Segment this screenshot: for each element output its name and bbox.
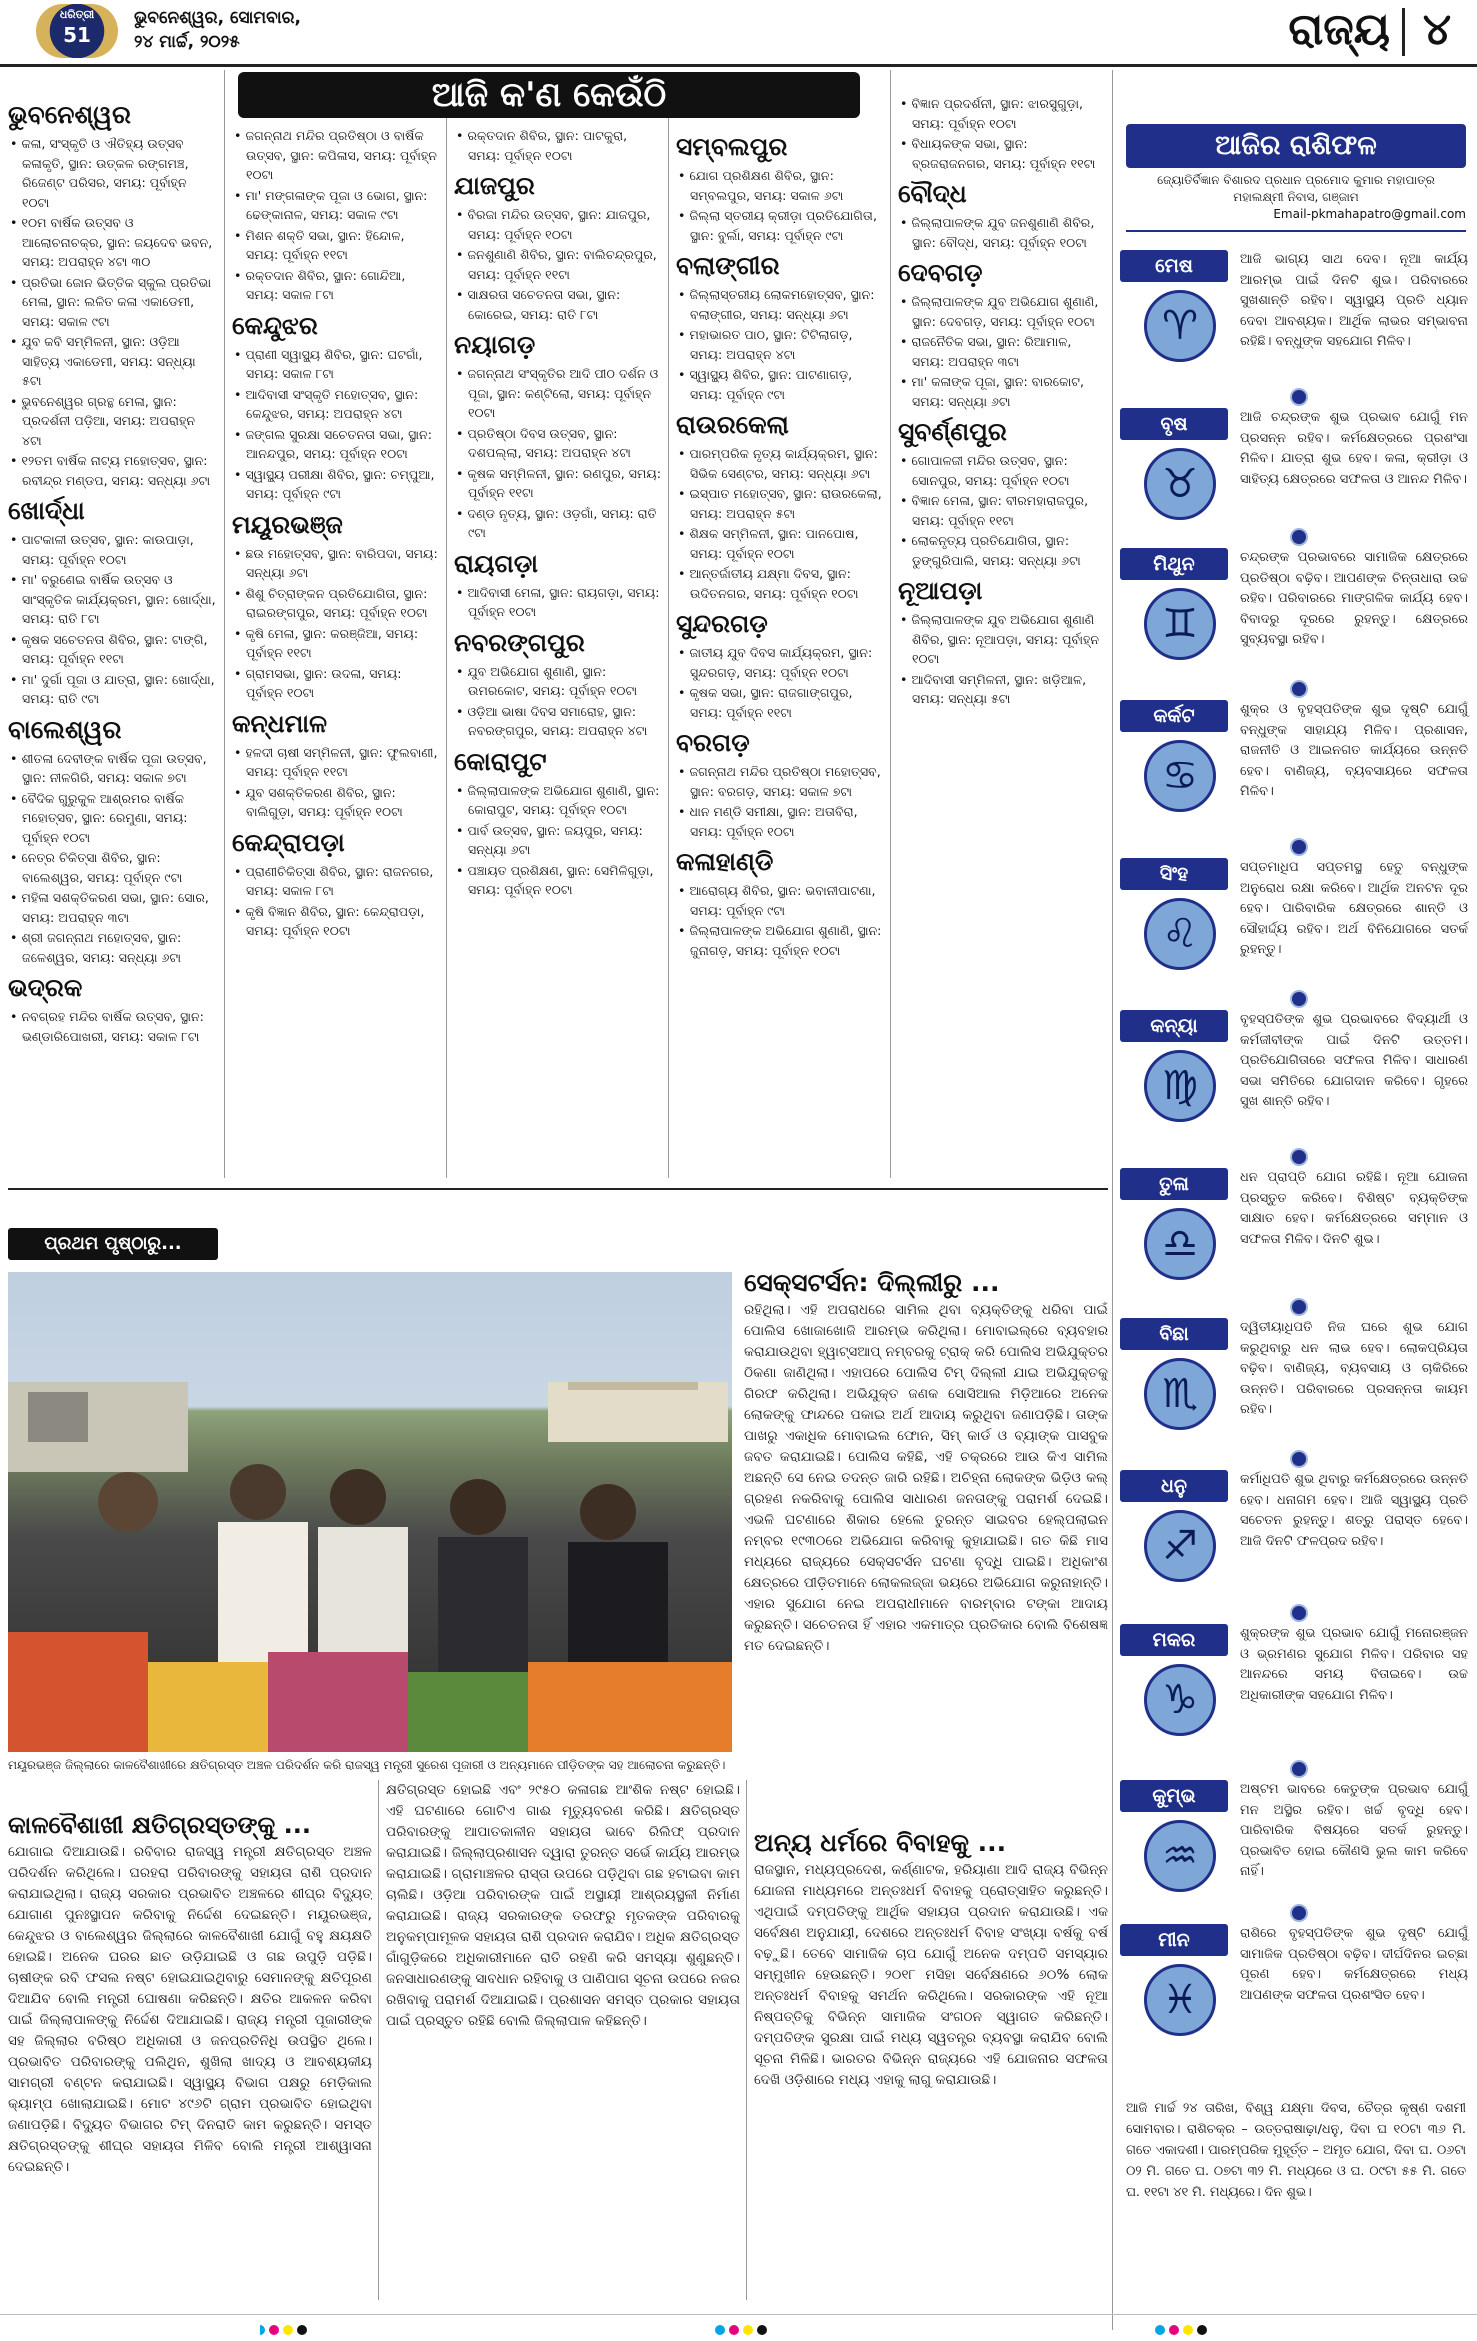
event-item: • ଜନଶୁଣାଣି ଶିବିର, ସ୍ଥାନ: ବାଲିଚନ୍ଦ୍ରପୁର, ସମୟ: ପୂର୍ବାହ୍ନ ୧୧ଟା [454, 245, 662, 284]
event-item: • ଯୁବ କବି ସମ୍ମିଳନୀ, ସ୍ଥାନ: ଓଡ଼ିଆ ସାହିତ୍ୟ ଏକାଡେମୀ, ସମୟ: ସନ୍ଧ୍ୟା ୫ଟା [8, 332, 216, 391]
zodiac-sign-icon: ♎ [1144, 1208, 1216, 1280]
events-column-5 [898, 94, 1106, 710]
rashi-name: ମିଥୁନ [1120, 548, 1228, 580]
events-column-3 [454, 126, 662, 901]
event-item: • ଜିଲ୍ଲାପାଳଙ୍କ ଅଭିଯୋଗ ଶୁଣାଣି, ସ୍ଥାନ: ଜୁନାଗଡ଼, ସମୟ: ପୂର୍ବାହ୍ନ ୧୦ଟା [676, 921, 884, 960]
zodiac-sign-icon: ♋ [1144, 740, 1216, 812]
district-heading: ନୟାଗଡ଼ [454, 330, 536, 359]
photo-crowd-illustration [8, 1272, 732, 1752]
front-page-label: ପ୍ରଥମ ପୃଷ୍ଠାରୁ... [8, 1228, 218, 1260]
news-photo [8, 1272, 732, 1752]
event-item: • ଯୁବ ଅଭିଯୋଗ ଶୁଣାଣି, ସ୍ଥାନ: ଉମରକୋଟ, ସମୟ: ପୂର୍ବାହ୍ନ ୧୦ଟା [454, 662, 662, 701]
event-item: • ରକ୍ତଦାନ ଶିବିର, ସ୍ଥାନ: ପାଟକୁରା, ସମୟ: ପୂର୍ବାହ୍ନ ୧୦ଟା [454, 126, 662, 165]
events-column-4 [676, 126, 884, 961]
rashi-block [1120, 1470, 1468, 1600]
rashi-prediction: ଆଜି ଭାଗ୍ୟ ସାଥ ଦେବ। ନୂଆ କାର୍ଯ୍ୟ ଆରମ୍ଭ ପାଇଁ ଦିନଟି ଶୁଭ। ପରିବାରରେ ସୁଖଶାନ୍ତି ରହିବ। ସ୍ୱାସ୍ଥ୍ୟ ପ୍ରତି ଧ୍ୟାନ ଦେବା ଆବଶ୍ୟକ। ଆର୍ଥିକ ଲାଭର ସମ୍ଭାବନା ରହିଛି। ବନ୍ଧୁଙ୍କ ସହଯୋଗ ମିଳିବ। [1240, 252, 1468, 349]
rashi-name: ଧନୁ [1120, 1470, 1228, 1502]
event-item: • ୧୦ମ ବାର୍ଷିକ ଉତ୍ସବ ଓ ଆଲୋଚନାଚକ୍ର, ସ୍ଥାନ: ଜୟଦେବ ଭବନ, ସମୟ: ଅପରାହ୍ନ ୪ଟା ୩୦ [8, 213, 216, 272]
district-heading: ଭଦ୍ରକ [8, 973, 83, 1002]
separator-dot [1290, 1904, 1308, 1922]
zodiac-sign-icon: ♈ [1144, 290, 1216, 362]
rashi-prediction: ସପ୍ତମାଧିପ ସପ୍ତମସ୍ଥ ହେତୁ ବନ୍ଧୁଙ୍କ ଅନୁରୋଧ ରକ୍ଷା କରିବେ। ଆର୍ଥିକ ଅନଟନ ଦୂର ହେବ। ପାରିବାରିକ କ୍ଷେତ୍ରରେ ଶାନ୍ତି ଓ ସୌହାର୍ଦ୍ଦ୍ୟ ରହିବ। ଅର୍ଥ ବିନିଯୋଗରେ ସତର୍କ ରୁହନ୍ତୁ। [1240, 860, 1468, 957]
zodiac-sign-icon: ♏ [1144, 1358, 1216, 1430]
zodiac-sign-icon: ♉ [1144, 448, 1216, 520]
rashi-name: ମକର [1120, 1624, 1228, 1656]
event-item: • ଓଡ଼ିଆ ଭାଷା ଦିବସ ସମାରୋହ, ସ୍ଥାନ: ନବରଙ୍ଗପୁର, ସମୟ: ଅପରାହ୍ନ ୪ଟା [454, 702, 662, 741]
event-item: • ବିଧାୟକଙ୍କ ସଭା, ସ୍ଥାନ: ବ୍ରଜରାଜନଗର, ସମୟ: ପୂର୍ବାହ୍ନ ୧୧ଟା [898, 134, 1106, 173]
event-item: • କୃଷି ମେଳା, ସ୍ଥାନ: କରଞ୍ଜିଆ, ସମୟ: ପୂର୍ବାହ୍ନ ୧୧ଟା [232, 624, 440, 663]
event-item: • ନବଗ୍ରହ ମନ୍ଦିର ବାର୍ଷିକ ଉତ୍ସବ, ସ୍ଥାନ: ଭଣ୍ଡାରିପୋଖରୀ, ସମୟ: ସକାଳ ୮ଟା [8, 1007, 216, 1046]
event-item: • ଶୀତଳା ଦେବୀଙ୍କ ବାର୍ଷିକ ପୂଜା ଉତ୍ସବ, ସ୍ଥାନ: ନୀଳଗିରି, ସମୟ: ସକାଳ ୭ଟା [8, 749, 216, 788]
sextortion-body: ରହିଥିଲା। ଏହି ଅପରାଧରେ ସାମିଲ ଥିବା ବ୍ୟକ୍ତିଙ୍କୁ ଧରିବା ପାଇଁ ପୋଲିସ ଖୋଜାଖୋଜି ଆରମ୍ଭ କରିଥିଲା। ମୋବାଇଲ୍‌ରେ ବ୍ୟବହାର କରାଯାଉଥିବା ହ୍ୱାଟ୍‌ସଆପ୍ ନମ୍ବରକୁ ଟ୍ରାକ୍ କରି ପୋଲିସ ଅଭିଯୁକ୍ତର ଠିକଣା ଜାଣିଥିଲା। ଏହାପରେ ପୋଲିସ ଟିମ୍ ଦିଲ୍ଲୀ ଯାଇ ଅଭିଯୁକ୍ତକୁ ଗିରଫ କରିଥିଲା। ଅଭିଯୁକ୍ତ ଜଣକ ସୋସିଆଲ ମିଡ଼ିଆରେ ଅନେକ ଲୋକଙ୍କୁ ଫାନ୍ଦରେ ପକାଇ ଅର୍ଥ ଆଦାୟ କରୁଥିବା ଜଣାପଡ଼ିଛି। ତାଙ୍କ ପାଖରୁ ଏକାଧିକ ମୋବାଇଲ ଫୋନ, ସିମ୍ କାର୍ଡ ଓ ବ୍ୟାଙ୍କ ପାସବୁକ ଜବତ କରାଯାଇଛି। ପୋଲିସ କହିଛି, ଏହି ଚକ୍ରରେ ଆଉ କିଏ ସାମିଲ ଅଛନ୍ତି ସେ ନେଇ ତଦନ୍ତ ଜାରି ରହିଛି। ଅଚିହ୍ନା ଲୋକଙ୍କ ଭିଡ଼ିଓ କଲ୍ ଗ୍ରହଣ ନକରିବାକୁ ପୋଲିସ ସାଧାରଣ ଜନତାଙ୍କୁ ପରାମର୍ଶ ଦେଇଛି। ଏଭଳି ଘଟଣାରେ ଶିକାର ହେଲେ ତୁରନ୍ତ ସାଇବର ହେଲ୍ପଲାଇନ ନମ୍ବର ୧୯୩୦ରେ ଅଭିଯୋଗ କରିବାକୁ କୁହାଯାଇଛି। ଗତ କିଛି ମାସ ମଧ୍ୟରେ ରାଜ୍ୟରେ ସେକ୍ସଟର୍ସନ ଘଟଣା ବୃଦ୍ଧି ପାଇଛି। ଅଧିକାଂଶ କ୍ଷେତ୍ରରେ ପୀଡ଼ିତମାନେ ଲୋକଲଜ୍ଜା ଭୟରେ ଅଭିଯୋଗ କରୁନାହାନ୍ତି। ଏହାର ସୁଯୋଗ ନେଇ ଅପରାଧୀମାନେ ବାରମ୍ବାର ଟଙ୍କା ଆଦାୟ କରୁଛନ୍ତି। ସଚେତନତା ହିଁ ଏହାର ଏକମାତ୍ର ପ୍ରତିକାର ବୋଲି ବିଶେଷଜ୍ଞ ମତ ଦେଇଛନ୍ତି। [744, 1302, 1108, 1654]
event-item: • ଜଗନ୍ନାଥ ମନ୍ଦିର ପ୍ରତିଷ୍ଠା ଓ ବାର୍ଷିକ ଉତ୍ସବ, ସ୍ଥାନ: କପିଳାସ, ସମୟ: ପୂର୍ବାହ୍ନ ୧୦ଟା [232, 126, 440, 185]
panjika-text: ଆଜି ମାର୍ଚ୍ଚ ୨୪ ତାରିଖ, ବିଶ୍ୱ ଯକ୍ଷ୍ମା ଦିବସ, ଚୈତ୍ର କୃଷ୍ଣ ଦଶମୀ ସୋମବାର। ରାଶିଚକ୍ର – ଉତ୍ତରାଷାଢ଼ା/ଧନୁ, ଦିବା ଘ ୧୦ଟା ୩୬ ମି. ଗତେ ଏକାଦଶୀ। ପାରମ୍ପରିକ ମୁହୂର୍ତ୍ତ – ଅମୃତ ଯୋଗ, ଦିବା ଘ. ୦୬ଟା ୦୨ ମି. ଗତେ ଘ. ୦୭ଟା ୩୨ ମି. ମଧ୍ୟରେ ଓ ଘ. ୦୯ଟା ୫୫ ମି. ଗତେ ଘ. ୧୧ଟା ୪୧ ମି. ମଧ୍ୟରେ। ଦିନ ଶୁଭ। [1126, 2101, 1466, 2200]
zodiac-sign-icon: ♌ [1144, 898, 1216, 970]
rashi-name: ବିଛା [1120, 1318, 1228, 1350]
zodiac-sign-icon: ♍ [1144, 1050, 1216, 1122]
event-item: • ଆନ୍ତର୍ଜାତୀୟ ଯକ୍ଷ୍ମା ଦିବସ, ସ୍ଥାନ: ଉଦିତନଗର, ସମୟ: ପୂର୍ବାହ୍ନ ୧୦ଟା [676, 564, 884, 603]
event-item: • ସାକ୍ଷରତା ସଚେତନତା ସଭା, ସ୍ଥାନ: କୋରେଇ, ସମୟ: ରାତି ୮ଟା [454, 285, 662, 324]
events-banner: ଆଜି କ'ଣ କେଉଁଠି [238, 72, 860, 118]
event-item: • ଜିଲ୍ଲାପାଳଙ୍କ ଯୁବ ଅଭିଯୋଗ ଶୁଣାଣି, ସ୍ଥାନ: ଦେବଗଡ଼, ସମୟ: ପୂର୍ବାହ୍ନ ୧୦ଟା [898, 292, 1106, 331]
rashi-prediction: ଶୁକ୍ରଙ୍କ ଶୁଭ ପ୍ରଭାବ ଯୋଗୁଁ ମନୋରଞ୍ଜନ ଓ ଭ୍ରମଣର ସୁଯୋଗ ମିଳିବ। ପରିବାର ସହ ଆନନ୍ଦରେ ସମୟ ବିତାଇବେ। ଉଚ୍ଚ ଅଧିକାରୀଙ୍କ ସହଯୋଗ ମିଳିବ। [1240, 1626, 1468, 1703]
panjika [1126, 2098, 1466, 2203]
event-item: • ଯୁବ ସଶକ୍ତିକରଣ ଶିବିର, ସ୍ଥାନ: ବାଲିଗୁଡ଼ା, ସମୟ: ପୂର୍ବାହ୍ନ ୧୦ଟା [232, 783, 440, 822]
title-divider [1402, 8, 1405, 56]
district-heading: ରାଉରକେଲା [676, 410, 789, 439]
rashi-prediction: ବୃହସ୍ପତିଙ୍କ ଶୁଭ ପ୍ରଭାବରେ ବିଦ୍ୟାର୍ଥୀ ଓ କର୍ମଜୀବୀଙ୍କ ପାଇଁ ଦିନଟି ଉତ୍ତମ। ପ୍ରତିଯୋଗିତାରେ ସଫଳତା ମିଳିବ। ସାଧାରଣ ସଭା ସମିତିରେ ଯୋଗଦାନ କରିବେ। ଗୃହରେ ସୁଖ ଶାନ୍ତି ରହିବ। [1240, 1012, 1468, 1109]
event-item: • ମା' ମଙ୍ଗଳାଙ୍କ ପୂଜା ଓ ଭୋଗ, ସ୍ଥାନ: ଢେଙ୍କାନାଳ, ସମୟ: ସକାଳ ୯ଟା [232, 186, 440, 225]
event-item: • ସ୍ୱାସ୍ଥ୍ୟ ପରୀକ୍ଷା ଶିବିର, ସ୍ଥାନ: ଚମ୍ପୁଆ, ସମୟ: ପୂର୍ବାହ୍ନ ୯ଟା [232, 465, 440, 504]
separator-dot [1290, 1604, 1308, 1622]
district-heading: ରାୟଗଡ଼ା [454, 548, 538, 578]
events-column-2 [232, 126, 440, 942]
event-item: • କୃଷକ ସଭା, ସ୍ଥାନ: ରାଜଗାଙ୍ଗପୁର, ସମୟ: ପୂର୍ବାହ୍ନ ୧୧ଟା [676, 683, 884, 722]
separator-dot [1290, 1148, 1308, 1166]
event-item: • ପାଟକାଳୀ ଉତ୍ସବ, ସ୍ଥାନ: କାଉପାଡ଼ା, ସମୟ: ପୂର୍ବାହ୍ନ ୧୦ଟା [8, 530, 216, 569]
anniversary-logo [36, 4, 118, 58]
rashi-prediction: ଚନ୍ଦ୍ରଙ୍କ ପ୍ରଭାବରେ ସାମାଜିକ କ୍ଷେତ୍ରରେ ପ୍ରତିଷ୍ଠା ବଢ଼ିବ। ଆପଣଙ୍କ ଚିନ୍ତାଧାରା ଉଚ୍ଚ ରହିବ। ପରିବାରରେ ମାଙ୍ଗଳିକ କାର୍ଯ୍ୟ ହେବ। ବିବାଦରୁ ଦୂରରେ ରୁହନ୍ତୁ। କ୍ଷେତ୍ରରେ ସୁବ୍ୟବସ୍ଥା ରହିବ। [1240, 550, 1468, 647]
district-heading: ବରଗଡ଼ [676, 728, 750, 757]
event-item: • ନେତ୍ର ଚିକିତ୍ସା ଶିବିର, ସ୍ଥାନ: ବାଲେଶ୍ୱର, ସମୟ: ପୂର୍ବାହ୍ନ ୯ଟା [8, 848, 216, 887]
rashi-name: ତୁଳା [1120, 1168, 1228, 1200]
event-item: • ବିଜ୍ଞାନ ମେଳା, ସ୍ଥାନ: ବୀରମହାରାଜପୁର, ସମୟ: ପୂର୍ବାହ୍ନ ୧୧ଟା [898, 491, 1106, 530]
event-item: • ହଳଦୀ ଚାଷୀ ସମ୍ମିଳନୀ, ସ୍ଥାନ: ଫୁଲବାଣୀ, ସମୟ: ପୂର୍ବାହ୍ନ ୧୧ଟା [232, 743, 440, 782]
footer-rule [0, 2314, 1477, 2315]
district-heading: ମୟୂରଭଞ୍ଜ [232, 509, 343, 539]
rashi-name: କର୍କଟ [1120, 700, 1228, 732]
rashi-name: କନ୍ୟା [1120, 1010, 1228, 1042]
event-item: • ଜିଲ୍ଲାପାଳଙ୍କ ଅଭିଯୋଗ ଶୁଣାଣି, ସ୍ଥାନ: କୋରାପୁଟ, ସମୟ: ପୂର୍ବାହ୍ନ ୧୦ଟା [454, 781, 662, 820]
event-item: • ବିରଜା ମନ୍ଦିର ଉତ୍ସବ, ସ୍ଥାନ: ଯାଜପୁର, ସମୟ: ପୂର୍ବାହ୍ନ ୧୦ଟା [454, 205, 662, 244]
rashi-prediction: ଦ୍ୱିତୀୟାଧିପତି ନିଜ ଘରେ ଶୁଭ ଯୋଗ କରୁଥିବାରୁ ଧନ ଲାଭ ହେବ। ଲୋକପ୍ରିୟତା ବଢ଼ିବ। ବାଣିଜ୍ୟ, ବ୍ୟବସାୟ ଓ ଚାକିରିରେ ଉନ୍ନତି। ପରିବାରରେ ପ୍ରସନ୍ନତା କାୟମ ରହିବ। [1240, 1320, 1468, 1417]
event-item: • କଳା, ସଂସ୍କୃତି ଓ ଐତିହ୍ୟ ଉତ୍ସବ କଳାକୃତି, ସ୍ଥାନ: ଉତ୍କଳ ରଙ୍ଗମଞ୍ଚ, ରିଜେଣ୍ଟ ପରିସର, ସମୟ: ପୂର୍ବାହ୍ନ ୧୦ଟା [8, 134, 216, 212]
rashi-block [1120, 548, 1468, 678]
event-item: • ବୈଦିକ ଗୁରୁକୁଳ ଆଶ୍ରମର ବାର୍ଷିକ ମହୋତ୍ସବ, ସ୍ଥାନ: ରେମୁଣା, ସମୟ: ପୂର୍ବାହ୍ନ ୧୦ଟା [8, 789, 216, 848]
rashi-block [1120, 408, 1468, 538]
district-heading: ନୂଆପଡ଼ା [898, 576, 983, 605]
event-item: • ଶିଶୁ ଚିତ୍ରାଙ୍କନ ପ୍ରତିଯୋଗିତା, ସ୍ଥାନ: ରାଇରଙ୍ଗପୁର, ସମୟ: ପୂର୍ବାହ୍ନ ୧୦ଟା [232, 584, 440, 623]
event-item: • ମିଶନ ଶକ୍ତି ସଭା, ସ୍ଥାନ: ହିନ୍ଦୋଳ, ସମୟ: ପୂର୍ବାହ୍ନ ୧୧ଟା [232, 226, 440, 265]
district-heading: ଯାଜପୁର [454, 171, 535, 200]
zodiac-sign-icon: ♓ [1144, 1964, 1216, 2036]
rashi-name: ବୃଷ [1120, 408, 1228, 440]
event-item: • ଜାତୀୟ ଯୁବ ଦିବସ କାର୍ଯ୍ୟକ୍ରମ, ସ୍ଥାନ: ସୁନ୍ଦରଗଡ଼, ସମୟ: ପୂର୍ବାହ୍ନ ୧୦ଟା [676, 643, 884, 682]
masthead [0, 0, 1477, 67]
separator-dot [1290, 1760, 1308, 1778]
logo-text: ଧରିତ୍ରୀ [59, 8, 95, 21]
dateline-date: ୨୪ ମାର୍ଚ୍ଚ, ୨୦୨୫ [134, 32, 240, 52]
district-heading: କେନ୍ଦ୍ରାପଡ଼ା [232, 827, 345, 857]
storm-body: ଯୋଗାଇ ଦିଆଯାଉଛି। ରବିବାର ରାଜସ୍ୱ ମନ୍ତ୍ରୀ କ୍ଷତିଗ୍ରସ୍ତ ଅଞ୍ଚଳ ପରିଦର୍ଶନ କରିଥିଲେ। ଘରହରା ପରିବାରଙ୍କୁ ସହାୟତା ରାଶି ପ୍ରଦାନ କରାଯାଇଥିଲା। ରାଜ୍ୟ ସରକାର ପ୍ରଭାବିତ ଅଞ୍ଚଳରେ ଶୀଘ୍ର ବିଦ୍ୟୁତ୍ ଯୋଗାଣ ପୁନଃସ୍ଥାପନ କରିବାକୁ ନିର୍ଦ୍ଦେଶ ଦେଇଛନ୍ତି। ମୟୂରଭଞ୍ଜ, କେନ୍ଦୁଝର ଓ ବାଲେଶ୍ୱର ଜିଲ୍ଲାରେ କାଳବୈଶାଖୀ ଯୋଗୁଁ ବହୁ କ୍ଷୟକ୍ଷତି ହୋଇଛି। ଅନେକ ଘରର ଛାତ ଉଡ଼ିଯାଇଛି ଓ ଗଛ ଉପୁଡ଼ି ପଡ଼ିଛି। ଚାଷୀଙ୍କ ରବି ଫସଲ ନଷ୍ଟ ହୋଇଯାଇଥିବାରୁ ସେମାନଙ୍କୁ କ୍ଷତିପୂରଣ ଦିଆଯିବ ବୋଲି ମନ୍ତ୍ରୀ ଘୋଷଣା କରିଛନ୍ତି। କ୍ଷତିର ଆକଳନ କରିବା ପାଇଁ ଜିଲ୍ଲାପାଳଙ୍କୁ ନିର୍ଦ୍ଦେଶ ଦିଆଯାଇଛି। ରାଜ୍ୟ ମନ୍ତ୍ରୀ ପୂଜାରୀଙ୍କ ସହ ଜିଲ୍ଲାର ବରିଷ୍ଠ ଅଧିକାରୀ ଓ ଜନପ୍ରତିନିଧି ଉପସ୍ଥିତ ଥିଲେ। ପ୍ରଭାବିତ ପରିବାରଙ୍କୁ ପଲିଥିନ, ଶୁଖିଲା ଖାଦ୍ୟ ଓ ଆବଶ୍ୟକୀୟ ସାମଗ୍ରୀ ବଣ୍ଟନ କରାଯାଇଛି। ସ୍ୱାସ୍ଥ୍ୟ ବିଭାଗ ପକ୍ଷରୁ ମେଡ଼ିକାଲ କ୍ୟାମ୍ପ ଖୋଲାଯାଇଛି। ମୋଟ ୪୯୬ଟି ଗ୍ରାମ ପ୍ରଭାବିତ ହୋଇଥିବା ଜଣାପଡ଼ିଛି। ବିଦ୍ୟୁତ ବିଭାଗର ଟିମ୍ ଦିନରାତି କାମ କରୁଛନ୍ତି। ସମସ୍ତ କ୍ଷତିଗ୍ରସ୍ତଙ୍କୁ ଶୀଘ୍ର ସହାୟତା ମିଳିବ ବୋଲି ମନ୍ତ୍ରୀ ଆଶ୍ୱାସନା ଦେଇଛନ୍ତି। [8, 1844, 372, 2175]
rashifal-rule [1126, 230, 1466, 232]
rashi-prediction: ଅଷ୍ଟମ ଭାବରେ କେତୁଙ୍କ ପ୍ରଭାବ ଯୋଗୁଁ ମନ ଅସ୍ଥିର ରହିବ। ଖର୍ଚ୍ଚ ବୃଦ୍ଧି ହେବ। ପାରିବାରିକ ବିଷୟରେ ସତର୍କ ରୁହନ୍ତୁ। ପ୍ରଭାବିତ ହୋଇ କୌଣସି ଭୁଲ କାମ କରିବେ ନାହିଁ। [1240, 1782, 1468, 1879]
district-heading: ଦେବଗଡ଼ [898, 258, 983, 287]
district-heading: କନ୍ଧମାଳ [232, 708, 328, 738]
rashi-block [1120, 1924, 1468, 2054]
district-heading: କେନ୍ଦୁଝର [232, 310, 318, 340]
color-registration-marks [260, 2322, 1220, 2341]
event-item: • ଦଣ୍ଡ ନୃତ୍ୟ, ସ୍ଥାନ: ଓଡ଼ଗାଁ, ସମୟ: ରାତି ୯ଟା [454, 504, 662, 543]
section-title: ରାଜ୍ୟ [1288, 4, 1390, 55]
event-item: • ଧାନ ମଣ୍ଡି ସମୀକ୍ଷା, ସ୍ଥାନ: ଅତାବିରା, ସମୟ: ପୂର୍ବାହ୍ନ ୧୦ଟା [676, 802, 884, 841]
event-item: • ଗୋପାଳଜୀ ମନ୍ଦିର ଉତ୍ସବ, ସ୍ଥାନ: ସୋନପୁର, ସମୟ: ପୂର୍ବାହ୍ନ ୧୦ଟା [898, 451, 1106, 490]
event-item: • ଜଗନ୍ନାଥ ମନ୍ଦିର ପ୍ରତିଷ୍ଠା ମହୋତ୍ସବ, ସ୍ଥାନ: ବରଗଡ଼, ସମୟ: ସକାଳ ୭ଟା [676, 762, 884, 801]
rashi-block [1120, 1010, 1468, 1140]
event-item: • ଗ୍ରାମସଭା, ସ୍ଥାନ: ଉଦଳା, ସମୟ: ପୂର୍ବାହ୍ନ ୧୦ଟା [232, 664, 440, 703]
event-item: • ଜିଲ୍ଲାପାଳଙ୍କ ଯୁବ ଜନଶୁଣାଣି ଶିବିର, ସ୍ଥାନ: ବୌଦ୍ଧ, ସମୟ: ପୂର୍ବାହ୍ନ ୧୦ଟା [898, 213, 1106, 252]
district-heading: ସୁବର୍ଣ୍ଣପୁର [898, 417, 1007, 446]
interfaith-headline: ଅନ୍ୟ ଧର୍ମରେ ବିବାହକୁ ... [754, 1828, 1007, 1857]
rashi-prediction: ରାଶିରେ ବୃହସ୍ପତିଙ୍କ ଶୁଭ ଦୃଷ୍ଟି ଯୋଗୁଁ ସାମାଜିକ ପ୍ରତିଷ୍ଠା ବଢ଼ିବ। ଦୀର୍ଘଦିନର ଇଚ୍ଛା ପୂରଣ ହେବ। କର୍ମକ୍ଷେତ୍ରରେ ମଧ୍ୟ ଆପଣଙ୍କ ସଫଳତା ପ୍ରଶଂସିତ ହେବ। [1240, 1926, 1468, 2003]
storm-article [8, 1808, 372, 2326]
event-item: • ପାର୍ବ ଉତ୍ସବ, ସ୍ଥାନ: ଜୟପୁର, ସମୟ: ସନ୍ଧ୍ୟା ୬ଟା [454, 821, 662, 860]
separator-dot [1290, 680, 1308, 698]
event-item: • ମା' ଦୁର୍ଗା ପୂଜା ଓ ଯାତ୍ରା, ସ୍ଥାନ: ଖୋର୍ଦ୍ଧା, ସମୟ: ରାତି ୯ଟା [8, 670, 216, 709]
rashi-block [1120, 1168, 1468, 1298]
rashi-block [1120, 1780, 1468, 1910]
event-item: • ରାଜନୈତିକ ସଭା, ସ୍ଥାନ: ରିଆମାଳ, ସମୟ: ଅପରାହ୍ନ ୩ଟା [898, 332, 1106, 371]
district-heading: ସୁନ୍ଦରଗଡ଼ [676, 609, 768, 638]
zodiac-sign-icon: ♐ [1144, 1510, 1216, 1582]
rashi-block [1120, 1624, 1468, 1754]
event-item: • ଇସ୍ପାତ ମହୋତ୍ସବ, ସ୍ଥାନ: ରାଉରକେଲା, ସମୟ: ଅପରାହ୍ନ ୫ଟା [676, 484, 884, 523]
event-item: • ପ୍ରାଣୀ ସ୍ୱାସ୍ଥ୍ୟ ଶିବିର, ସ୍ଥାନ: ଘଟଗାଁ, ସମୟ: ସକାଳ ୮ଟା [232, 345, 440, 384]
events-column-1 [8, 94, 216, 1047]
district-heading: ବୌଦ୍ଧ [898, 179, 967, 208]
event-item: • ଆଦିବାସୀ ସମ୍ମିଳନୀ, ସ୍ଥାନ: ଖଡ଼ିଆଳ, ସମୟ: ସନ୍ଧ୍ୟା ୫ଟା [898, 670, 1106, 709]
event-item: • ମା' କଳାଙ୍କ ପୂଜା, ସ୍ଥାନ: ବାରକୋଟ, ସମୟ: ସନ୍ଧ୍ୟା ୬ଟା [898, 372, 1106, 411]
interfaith-article [754, 1826, 1108, 2296]
event-item: • କୃଷି ବିଜ୍ଞାନ ଶିବିର, ସ୍ଥାନ: କେନ୍ଦ୍ରାପଡ଼ା, ସମୟ: ପୂର୍ବାହ୍ନ ୧୦ଟା [232, 902, 440, 941]
rashi-block [1120, 250, 1468, 380]
separator-dot [1290, 528, 1308, 546]
event-item: • ଲୋକନୃତ୍ୟ ପ୍ରତିଯୋଗିତା, ସ୍ଥାନ: ଡୁଙ୍ଗୁରିପାଲି, ସମୟ: ସନ୍ଧ୍ୟା ୬ଟା [898, 531, 1106, 570]
event-item: • ଆଦିବାସୀ ମେଳା, ସ୍ଥାନ: ରାୟଗଡ଼ା, ସମୟ: ପୂର୍ବାହ୍ନ ୧୦ଟା [454, 583, 662, 622]
separator-dot [1290, 1450, 1308, 1468]
district-heading: ଖୋର୍ଦ୍ଧା [8, 496, 85, 525]
section-rule [8, 1188, 1108, 1190]
sextortion-headline: ସେକ୍ସଟର୍ସନ: ଦିଲ୍ଲୀରୁ ... [744, 1268, 1000, 1297]
event-item: • କୃଷକ ସଚେତନତା ଶିବିର, ସ୍ଥାନ: ଟାଙ୍ଗି, ସମୟ: ପୂର୍ବାହ୍ନ ୧୧ଟା [8, 630, 216, 669]
event-item: • ଜିଲ୍ଲାପାଳଙ୍କ ଯୁବ ଅଭିଯୋଗ ଶୁଣାଣି ଶିବିର, ସ୍ଥାନ: ନୂଆପଡ଼ା, ସମୟ: ପୂର୍ବାହ୍ନ ୧୦ଟା [898, 610, 1106, 669]
event-item: • ଭୁବନେଶ୍ୱର ଗ୍ରନ୍ଥ ମେଳା, ସ୍ଥାନ: ପ୍ରଦର୍ଶନୀ ପଡ଼ିଆ, ସମୟ: ଅପରାହ୍ନ ୪ଟା [8, 392, 216, 451]
separator-dot [1290, 388, 1308, 406]
interfaith-body: ରାଜସ୍ଥାନ, ମଧ୍ୟପ୍ରଦେଶ, କର୍ଣ୍ଣାଟକ, ହରିୟାଣା ଆଦି ରାଜ୍ୟ ବିଭିନ୍ନ ଯୋଜନା ମାଧ୍ୟମରେ ଅନ୍ତଃଧର୍ମ ବିବାହକୁ ପ୍ରୋତ୍ସାହିତ କରୁଛନ୍ତି। ଏଥିପାଇଁ ଦମ୍ପତିଙ୍କୁ ଆର୍ଥିକ ସହାୟତା ପ୍ରଦାନ କରାଯାଉଛି। ଏକ ସର୍ବେକ୍ଷଣ ଅନୁଯାୟୀ, ଦେଶରେ ଅନ୍ତଃଧର୍ମ ବିବାହ ସଂଖ୍ୟା ବର୍ଷକୁ ବର୍ଷ ବଢ଼ୁଛି। ତେବେ ସାମାଜିକ ଚାପ ଯୋଗୁଁ ଅନେକ ଦମ୍ପତି ସମସ୍ୟାର ସମ୍ମୁଖୀନ ହେଉଛନ୍ତି। ୨୦୧୮ ମସିହା ସର୍ବେକ୍ଷଣରେ ୬୦% ଲୋକ ଅନ୍ତଃଧର୍ମ ବିବାହକୁ ସମର୍ଥନ କରିଥିଲେ। ସରକାରଙ୍କ ଏହି ନୂଆ ନିଷ୍ପତ୍ତିକୁ ବିଭିନ୍ନ ସାମାଜିକ ସଂଗଠନ ସ୍ୱାଗତ କରିଛନ୍ତି। ଦମ୍ପତିଙ୍କ ସୁରକ୍ଷା ପାଇଁ ମଧ୍ୟ ସ୍ୱତନ୍ତ୍ର ବ୍ୟବସ୍ଥା କରାଯିବ ବୋଲି ସୂଚନା ମିଳିଛି। ଭାରତର ବିଭିନ୍ନ ରାଜ୍ୟରେ ଏହି ଯୋଜନାର ସଫଳତା ଦେଖି ଓଡ଼ିଶାରେ ମଧ୍ୟ ଏହାକୁ ଲାଗୁ କରାଯାଉଛି। [754, 1862, 1108, 2088]
logo-years: 51 [63, 23, 91, 47]
event-item: • ୧୨ତମ ବାର୍ଷିକ ନାଟ୍ୟ ମହୋତ୍ସବ, ସ୍ଥାନ: ରବୀନ୍ଦ୍ର ମଣ୍ଡପ, ସମୟ: ସନ୍ଧ୍ୟା ୬ଟା [8, 451, 216, 490]
event-item: • ପ୍ରତିଭା ଜୋନ ଭିତ୍ତିକ ସ୍କୁଲ ପ୍ରତିଭା ମେଳା, ସ୍ଥାନ: ଲଳିତ କଳା ଏକାଡେମୀ, ସମୟ: ସକାଳ ୯ଟା [8, 273, 216, 332]
district-heading: କୋରାପୁଟ [454, 746, 547, 776]
registration-dots [260, 2323, 1220, 2337]
zodiac-sign-icon: ♑ [1144, 1664, 1216, 1736]
event-item: • ଶ୍ରୀ ଜଗନ୍ନାଥ ମହୋତ୍ସବ, ସ୍ଥାନ: ଜଳେଶ୍ୱର, ସମୟ: ସନ୍ଧ୍ୟା ୬ଟା [8, 928, 216, 967]
event-item: • ଛଉ ମହୋତ୍ସବ, ସ୍ଥାନ: ବାରିପଦା, ସମୟ: ସନ୍ଧ୍ୟା ୬ଟା [232, 544, 440, 583]
district-heading: ବଲାଙ୍ଗୀର [676, 251, 780, 280]
photo-caption: ମୟୂରଭଞ୍ଜ ଜିଲ୍ଲାରେ କାଳବୈଶାଖୀରେ କ୍ଷତିଗ୍ରସ୍ତ ଅଞ୍ଚଳ ପରିଦର୍ଶନ କରି ରାଜସ୍ୱ ମନ୍ତ୍ରୀ ସୁରେଶ ପୂଜାରୀ ଓ ଅନ୍ୟମାନେ ପୀଡ଼ିତଙ୍କ ସହ ଆଲୋଚନା କରୁଛନ୍ତି। [8, 1758, 726, 1772]
rashi-block [1120, 858, 1468, 988]
district-heading: କଳାହାଣ୍ଡି [676, 847, 774, 876]
event-item: • ପାରମ୍ପରିକ ନୃତ୍ୟ କାର୍ଯ୍ୟକ୍ରମ, ସ୍ଥାନ: ସିଭିକ ସେଣ୍ଟର, ସମୟ: ସନ୍ଧ୍ୟା ୬ଟା [676, 444, 884, 483]
district-heading: ବାଲେଶ୍ୱର [8, 714, 122, 744]
event-item: • ସ୍ୱାସ୍ଥ୍ୟ ଶିବିର, ସ୍ଥାନ: ପାଟଣାଗଡ଼, ସମୟ: ପୂର୍ବାହ୍ନ ୯ଟା [676, 365, 884, 404]
event-item: • ଜଙ୍ଗଲ ସୁରକ୍ଷା ସଚେତନତା ସଭା, ସ୍ଥାନ: ଆନନ୍ଦପୁର, ସମୟ: ପୂର୍ବାହ୍ନ ୧୦ଟା [232, 425, 440, 464]
event-item: • ପଞ୍ଚାୟତ ପ୍ରଶିକ୍ଷଣ, ସ୍ଥାନ: ସେମିଳିଗୁଡ଼ା, ସମୟ: ପୂର୍ବାହ୍ନ ୧୦ଟା [454, 861, 662, 900]
page-number: ୪ [1422, 4, 1452, 55]
dateline-city: ଭୁବନେଶ୍ୱର, ସୋମବାର, [134, 8, 301, 28]
rashifal-credits [1126, 172, 1466, 223]
zodiac-sign-icon: ♒ [1144, 1820, 1216, 1892]
rashi-block [1120, 1318, 1468, 1448]
event-item: • ଆଦିବାସୀ ସଂସ୍କୃତି ମହୋତ୍ସବ, ସ୍ଥାନ: କେନ୍ଦୁଝର, ସମୟ: ଅପରାହ୍ନ ୪ଟା [232, 385, 440, 424]
rashi-name: କୁମ୍ଭ [1120, 1780, 1228, 1812]
rashi-prediction: ଆଜି ଚନ୍ଦ୍ରଙ୍କ ଶୁଭ ପ୍ରଭାବ ଯୋଗୁଁ ମନ ପ୍ରସନ୍ନ ରହିବ। କର୍ମକ୍ଷେତ୍ରରେ ପ୍ରଶଂସା ମିଳିବ। ଯାତ୍ରା ଶୁଭ ହେବ। କଳା, କ୍ରୀଡ଼ା ଓ ସାହିତ୍ୟ କ୍ଷେତ୍ରରେ ସଫଳତା ଓ ଆନନ୍ଦ ମିଳିବ। [1240, 410, 1468, 487]
separator-dot [1290, 838, 1308, 856]
rashi-name: ମେଷ [1120, 250, 1228, 282]
astrologer-name: ଜ୍ୟୋତିର୍ବିଜ୍ଞାନ ବିଶାରଦ ପ୍ରଧାନ ପ୍ରମୋଦ କୁମାର ମହାପାତ୍ର [1157, 173, 1435, 187]
event-item: • ମହାଭାରତ ପାଠ, ସ୍ଥାନ: ଟିଟିଲାଗଡ଼, ସମୟ: ଅପରାହ୍ନ ୪ଟା [676, 325, 884, 364]
event-item: • କୃଷକ ସମ୍ମିଳନୀ, ସ୍ଥାନ: ରଣପୁର, ସମୟ: ପୂର୍ବାହ୍ନ ୧୧ଟା [454, 464, 662, 503]
storm-body-continued: କ୍ଷତିଗ୍ରସ୍ତ ହୋଇଛି ଏବଂ ୨୯୫୦ କଳାଗଛ ଆଂଶିକ ନଷ୍ଟ ହୋଇଛି। ଏହି ଘଟଣାରେ ଗୋଟିଏ ଗାଈ ମୃତ୍ୟୁବରଣ କରିଛି। କ୍ଷତିଗ୍ରସ୍ତ ପରିବାରଙ୍କୁ ଆପାତକାଳୀନ ସହାୟତା ଭାବେ ରିଲିଫ୍ ପ୍ରଦାନ କରାଯାଇଛି। ଜିଲ୍ଲାପ୍ରଶାସନ ଦ୍ୱାରା ତୁରନ୍ତ ସର୍ଭେ କାର୍ଯ୍ୟ ଆରମ୍ଭ କରାଯାଇଛି। ଗ୍ରାମାଞ୍ଚଳର ରାସ୍ତା ଉପରେ ପଡ଼ିଥିବା ଗଛ ହଟାଇବା କାମ ଚାଲିଛି। ଓଡ଼ିଆ ପରିବାରଙ୍କ ପାଇଁ ଅସ୍ଥାୟୀ ଆଶ୍ରୟସ୍ଥଳୀ ନିର୍ମାଣ କରାଯାଇଛି। ରାଜ୍ୟ ସରକାରଙ୍କ ତରଫରୁ ମୃତକଙ୍କ ପରିବାରକୁ ଅନୁକମ୍ପାମୂଳକ ସହାୟତା ରାଶି ପ୍ରଦାନ କରାଯିବ। ଅଧିକ କ୍ଷତିଗ୍ରସ୍ତ ଗାଁଗୁଡ଼ିକରେ ଅଧିକାରୀମାନେ ରାତି ରହଣି କରି ସମସ୍ୟା ଶୁଣୁଛନ୍ତି। ଜନସାଧାରଣଙ୍କୁ ସାବଧାନ ରହିବାକୁ ଓ ପାଣିପାଗ ସୂଚନା ଉପରେ ନଜର ରଖିବାକୁ ପରାମର୍ଶ ଦିଆଯାଇଛି। ପ୍ରଶାସନ ସମସ୍ତ ପ୍ରକାର ସହାୟତା ପାଇଁ ପ୍ରସ୍ତୁତ ରହିଛି ବୋଲି ଜିଲ୍ଲାପାଳ କହିଛନ୍ତି। [386, 1782, 740, 2029]
event-item: • ବିଜ୍ଞାନ ପ୍ରଦର୍ଶନୀ, ସ୍ଥାନ: ଝାରସୁଗୁଡ଼ା, ସମୟ: ପୂର୍ବାହ୍ନ ୧୦ଟା [898, 94, 1106, 133]
event-item: • ଯୋଗ ପ୍ରଶିକ୍ଷଣ ଶିବିର, ସ୍ଥାନ: ସମ୍ବଲପୁର, ସମୟ: ସକାଳ ୬ଟା [676, 166, 884, 205]
district-heading: ସମ୍ବଲପୁର [676, 132, 788, 161]
rashi-prediction: ଶୁକ୍ର ଓ ବୃହସ୍ପତିଙ୍କ ଶୁଭ ଦୃଷ୍ଟି ଯୋଗୁଁ ବନ୍ଧୁଙ୍କ ସାହାଯ୍ୟ ମିଳିବ। ପ୍ରଶାସନ, ରାଜନୀତି ଓ ଆଇନଗତ କାର୍ଯ୍ୟରେ ଉନ୍ନତି ହେବ। ବାଣିଜ୍ୟ, ବ୍ୟବସାୟରେ ସଫଳତା ମିଳିବ। [1240, 702, 1468, 799]
event-item: • ଜିଲ୍ଲାସ୍ତରୀୟ ଲୋକମହୋତ୍ସବ, ସ୍ଥାନ: ବଲାଙ୍ଗୀର, ସମୟ: ସନ୍ଧ୍ୟା ୬ଟା [676, 285, 884, 324]
rashifal-header: ଆଜିର ରାଶିଫଳ [1126, 124, 1466, 168]
astrologer-address: ମହାଲକ୍ଷ୍ମୀ ନିବାସ, ଗଞ୍ଜାମ [1233, 190, 1359, 204]
separator-dot [1290, 990, 1308, 1008]
district-heading: ଭୁବନେଶ୍ୱର [8, 100, 131, 129]
event-item: • ମହିଳା ସଶକ୍ତିକରଣ ସଭା, ସ୍ଥାନ: ସୋର, ସମୟ: ଅପରାହ୍ନ ୩ଟା [8, 888, 216, 927]
event-item: • ମା' ବରୁଣେଇ ବାର୍ଷିକ ଉତ୍ସବ ଓ ସାଂସ୍କୃତିକ କାର୍ଯ୍ୟକ୍ରମ, ସ୍ଥାନ: ଖୋର୍ଦ୍ଧା, ସମୟ: ରାତି ୮ଟା [8, 570, 216, 629]
storm-article-continued [386, 1780, 740, 2296]
rashi-prediction: କର୍ମାଧିପତି ଶୁଭ ଥିବାରୁ କର୍ମକ୍ଷେତ୍ରରେ ଉନ୍ନତି ହେବ। ଧନାଗମ ହେବ। ଆଜି ସ୍ୱାସ୍ଥ୍ୟ ପ୍ରତି ସଚେତନ ରୁହନ୍ତୁ। ଶତ୍ରୁ ପରାସ୍ତ ହେବେ। ଆଜି ଦିନଟି ଫଳପ୍ରଦ ରହିବ। [1240, 1472, 1468, 1549]
district-heading: ନବରଙ୍ଗପୁର [454, 627, 585, 657]
rashi-name: ସିଂହ [1120, 858, 1228, 890]
storm-headline: କାଳବୈଶାଖୀ କ୍ଷତିଗ୍ରସ୍ତଙ୍କୁ ... [8, 1811, 311, 1839]
event-item: • ଆରୋଗ୍ୟ ଶିବିର, ସ୍ଥାନ: ଭବାନୀପାଟଣା, ସମୟ: ପୂର୍ବାହ୍ନ ୯ଟା [676, 881, 884, 920]
event-item: • ଜଗନ୍ନାଥ ସଂସ୍କୃତିର ଆଦି ପୀଠ ଦର୍ଶନ ଓ ପୂଜା, ସ୍ଥାନ: କଣ୍ଟିଲୋ, ସମୟ: ପୂର୍ବାହ୍ନ ୧୦ଟା [454, 364, 662, 423]
rashi-block [1120, 700, 1468, 830]
event-item: • ଶିକ୍ଷକ ସମ୍ମିଳନୀ, ସ୍ଥାନ: ପାନପୋଷ, ସମୟ: ପୂର୍ବାହ୍ନ ୧୦ଟା [676, 524, 884, 563]
event-item: • ପ୍ରତିଷ୍ଠା ଦିବସ ଉତ୍ସବ, ସ୍ଥାନ: ଦଶପଲ୍ଲା, ସମୟ: ଅପରାହ୍ନ ୪ଟା [454, 424, 662, 463]
event-item: • ରକ୍ତଦାନ ଶିବିର, ସ୍ଥାନ: ଗୋନ୍ଦିଆ, ସମୟ: ସକାଳ ୮ଟା [232, 266, 440, 305]
event-item: • ଜିଲ୍ଲା ସ୍ତରୀୟ କ୍ରୀଡ଼ା ପ୍ରତିଯୋଗିତା, ସ୍ଥାନ: ବୁର୍ଲା, ସମୟ: ପୂର୍ବାହ୍ନ ୯ଟା [676, 206, 884, 245]
separator-dot [1290, 1298, 1308, 1316]
sextortion-article [744, 1266, 1108, 1774]
astrologer-email: Email-pkmahapatro@gmail.com [1273, 207, 1466, 221]
zodiac-sign-icon: ♊ [1144, 588, 1216, 660]
rashi-name: ମୀନ [1120, 1924, 1228, 1956]
rashi-prediction: ଧନ ପ୍ରାପ୍ତି ଯୋଗ ରହିଛି। ନୂଆ ଯୋଜନା ପ୍ରସ୍ତୁତ କରିବେ। ବିଶିଷ୍ଟ ବ୍ୟକ୍ତିଙ୍କ ସାକ୍ଷାତ ହେବ। କର୍ମକ୍ଷେତ୍ରରେ ସମ୍ମାନ ଓ ସଫଳତା ମିଳିବ। ଦିନଟି ଶୁଭ। [1240, 1170, 1468, 1247]
event-item: • ପ୍ରାଣୀଚିକିତ୍ସା ଶିବିର, ସ୍ଥାନ: ରାଜନଗର, ସମୟ: ସକାଳ ୮ଟା [232, 862, 440, 901]
dateline [134, 6, 394, 54]
